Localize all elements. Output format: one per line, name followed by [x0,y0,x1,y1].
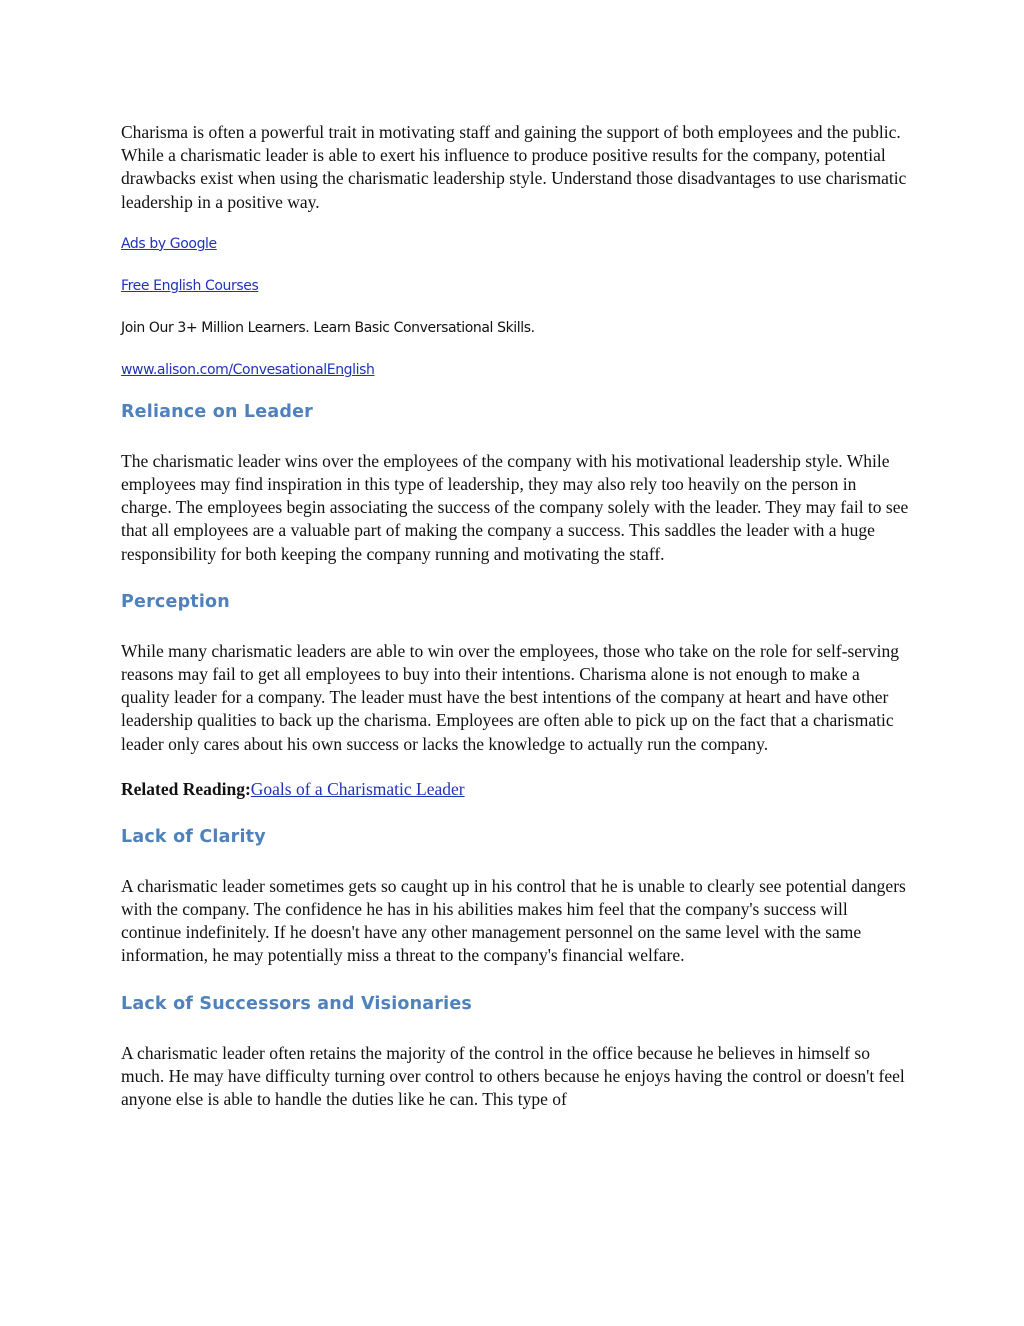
section-paragraph-clarity: A charismatic leader sometimes gets so caught up in his control that he is unable to clearly see potential dangers with the company. The confidence he has in his abilities makes him feel that the company's success will continue indefinitely. If he doesn't have any other management personnel on the same level with the same information, he may potentially miss a threat to the company's financial welfare. [121,875,906,966]
document-page [121,121,911,1111]
section-heading-perception: Perception [121,591,230,612]
ad-title-row [121,276,911,296]
ad-url-link[interactable]: www.alison.com/ConvesationalEnglish [121,361,375,378]
ad-title-link[interactable]: Free English Courses [121,277,259,294]
section-paragraph-perception: While many charismatic leaders are able to win over the employees, those who take on the role for self-serving reasons may fail to get all employees to buy into their intentions. Charisma alone is not enough to make a quality leader for a company. The leader must have the best intentions of the company at heart and have other leadership qualities to back up the charisma. Employees are often able to pick up on the fact that a charismatic leader only cares about his own success or lacks the knowledge to actually run the company. [121,640,899,754]
ads-by-google-link[interactable]: Ads by Google [121,235,217,252]
section-heading-clarity: Lack of Clarity [121,826,266,847]
related-reading [121,778,911,801]
ads-by-google-row [121,234,911,254]
ad-description-text: Join Our 3+ Million Learners. Learn Basic Conversational Skills. [121,319,535,336]
section-heading-successors: Lack of Successors and Visionaries [121,993,473,1014]
ad-url-row [121,360,911,380]
section-paragraph-successors: A charismatic leader often retains the majority of the control in the office because he believes in himself so much. He may have difficulty turning over control to others because he enjoys having the control or doesn't feel anyone else is able to handle the duties like he can. This type of [121,1042,905,1110]
related-reading-label: Related Reading: [121,778,251,799]
related-reading-link[interactable]: Goals of a Charismatic Leader [250,778,465,799]
ad-description [121,318,911,338]
section-heading-reliance: Reliance on Leader [121,401,313,422]
section-paragraph-reliance: The charismatic leader wins over the employees of the company with his motivational leadership style. While employees may find inspiration in this type of leadership, they may also rely too heavily on the person in charge. The employees begin associating the success of the company solely with the leader. They may fail to see that all employees are a valuable part of making the company a success. This saddles the leader with a huge responsibility for both keeping the company running and motivating the staff. [121,450,909,564]
intro-paragraph: Charisma is often a powerful trait in motivating staff and gaining the support of both employees and the public. While a charismatic leader is able to exert his influence to produce positive results for the company, potential drawbacks exist when using the charismatic leadership style. Understand those disadvantages to use charismatic leadership in a positive way. [121,122,907,212]
